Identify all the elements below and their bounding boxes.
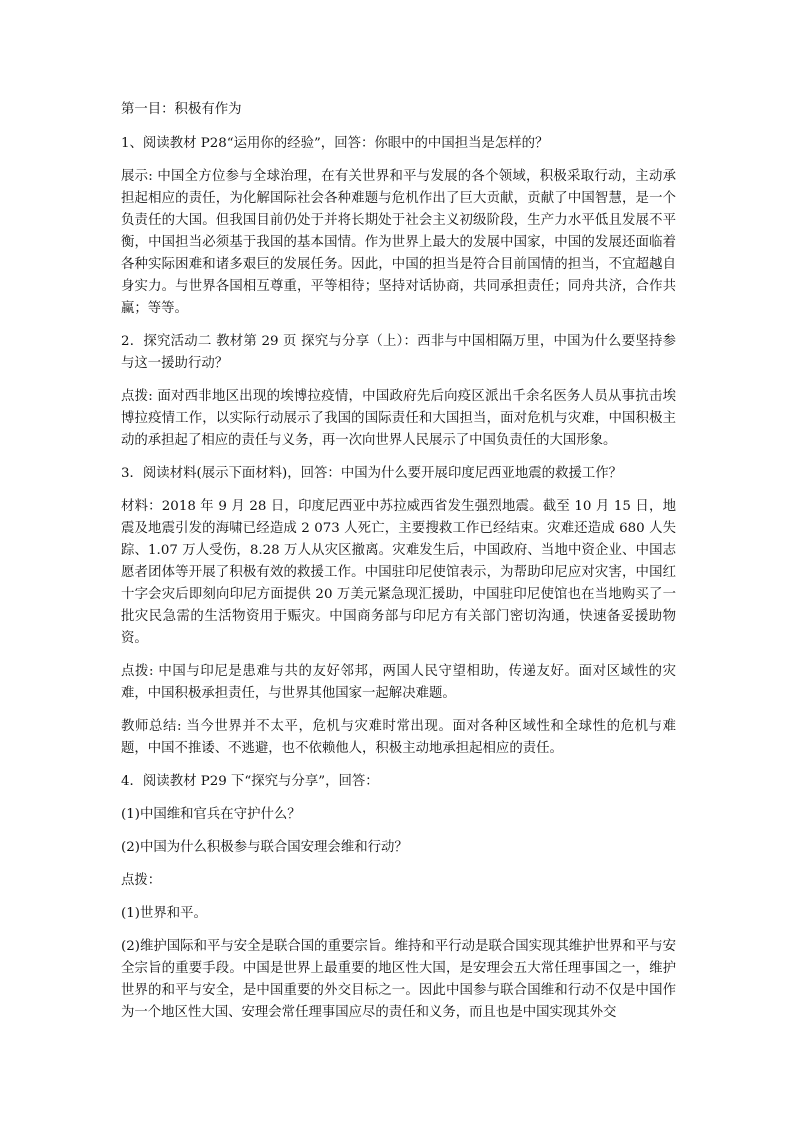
question-4-part-1: (1)中国维和官兵在守护什么？ bbox=[121, 807, 301, 822]
question-1: 1、阅读教材 P28“运用你的经验”，回答：你眼中的中国担当是怎样的？ bbox=[121, 136, 549, 151]
question-3: 3．阅读材料(展示下面材料)，回答：中国为什么要开展印度尼西亚地震的救援工作？ bbox=[121, 466, 623, 481]
question-4-part-2: (2)中国为什么积极参与联合国安理会维和行动？ bbox=[121, 840, 408, 855]
question-2: 2．探究活动二 教材第 29 页 探究与分享（上）：西非与中国相隔万里，中国为什么要坚持参与这一援助行动？ bbox=[121, 334, 676, 371]
material-3: 材料：2018 年 9 月 28 日，印度尼西亚中苏拉威西省发生强烈地震。截至 10 月 15 日，地震及地震引发的海啸已经造成 2 073 人死亡，主要搜救工作已经结束。灾难还造成 680 人失踪、1.07 万人受伤，8.28 万人从灾区撤离。灾难发生后，中国政府、当地中资企业、中国志愿者团体等开展了积极有效的救援工作。中国驻印尼使馆表示，为帮助印尼应对灾害，中国红十字会灾后即刻向印尼方面提供 20 万美元紧急现汇援助，中国驻印尼使馆也在当地购买了一批灾民急需的生活物资用于赈灾。中国商务部与印尼方有关部门密切沟通，快速备妥援助物资。 bbox=[121, 499, 676, 646]
answer-4-part-1: (1)世界和平。 bbox=[121, 906, 207, 921]
answer-4-label: 点拨： bbox=[121, 873, 162, 888]
document-page bbox=[121, 99, 676, 1035]
answer-3: 点拨: 中国与印尼是患难与共的友好邻邦，两国人民守望相助，传递友好。面对区域性的灾难，中国积极承担责任，与世界其他国家一起解决难题。 bbox=[121, 664, 676, 701]
answer-2: 点拨: 面对西非地区出现的埃博拉疫情，中国政府先后向疫区派出千余名医务人员从事抗击埃博拉疫情工作，以实际行动展示了我国的国际责任和大国担当，面对危机与灾难，中国积极主动的承担起了相应的责任与义务，再一次向世界人民展示了中国负责任的大国形象。 bbox=[121, 389, 676, 448]
answer-4-part-2: (2)维护国际和平与安全是联合国的重要宗旨。维持和平行动是联合国实现其维护世界和平与安全宗旨的重要手段。中国是世界上最重要的地区性大国，是安理会五大常任理事国之一，维护世界的和平与安全，是中国重要的外交目标之一。因此中国参与联合国维和行动不仅是中国作为一个地区性大国、安理会常任理事国应尽的责任和义务，而且也是中国实现其外交 bbox=[121, 939, 676, 1020]
teacher-summary: 教师总结: 当今世界并不太平，危机与灾难时常出现。面对各种区域性和全球性的危机与难题，中国不推诿、不逃避，也不依赖他人，积极主动地承担起相应的责任。 bbox=[121, 719, 676, 756]
answer-1: 展示: 中国全方位参与全球治理，在有关世界和平与发展的各个领域，积极采取行动，主动承担起相应的责任，为化解国际社会各种难题与危机作出了巨大贡献，贡献了中国智慧，是一个负责任的大国。但我国目前仍处于并将长期处于社会主义初级阶段，生产力水平低且发展不平衡，中国担当必须基于我国的基本国情。作为世界上最大的发展中国家，中国的发展还面临着各种实际困难和诸多艰巨的发展任务。因此，中国的担当是符合目前国情的担当，不宜超越自身实力。与世界各国相互尊重，平等相待；坚持对话协商，共同承担责任；同舟共济，合作共赢；等等。 bbox=[121, 169, 676, 316]
question-4: 4．阅读教材 P29 下“探究与分享”，回答： bbox=[121, 774, 379, 789]
section-heading: 第一目：积极有作为 bbox=[121, 102, 242, 117]
